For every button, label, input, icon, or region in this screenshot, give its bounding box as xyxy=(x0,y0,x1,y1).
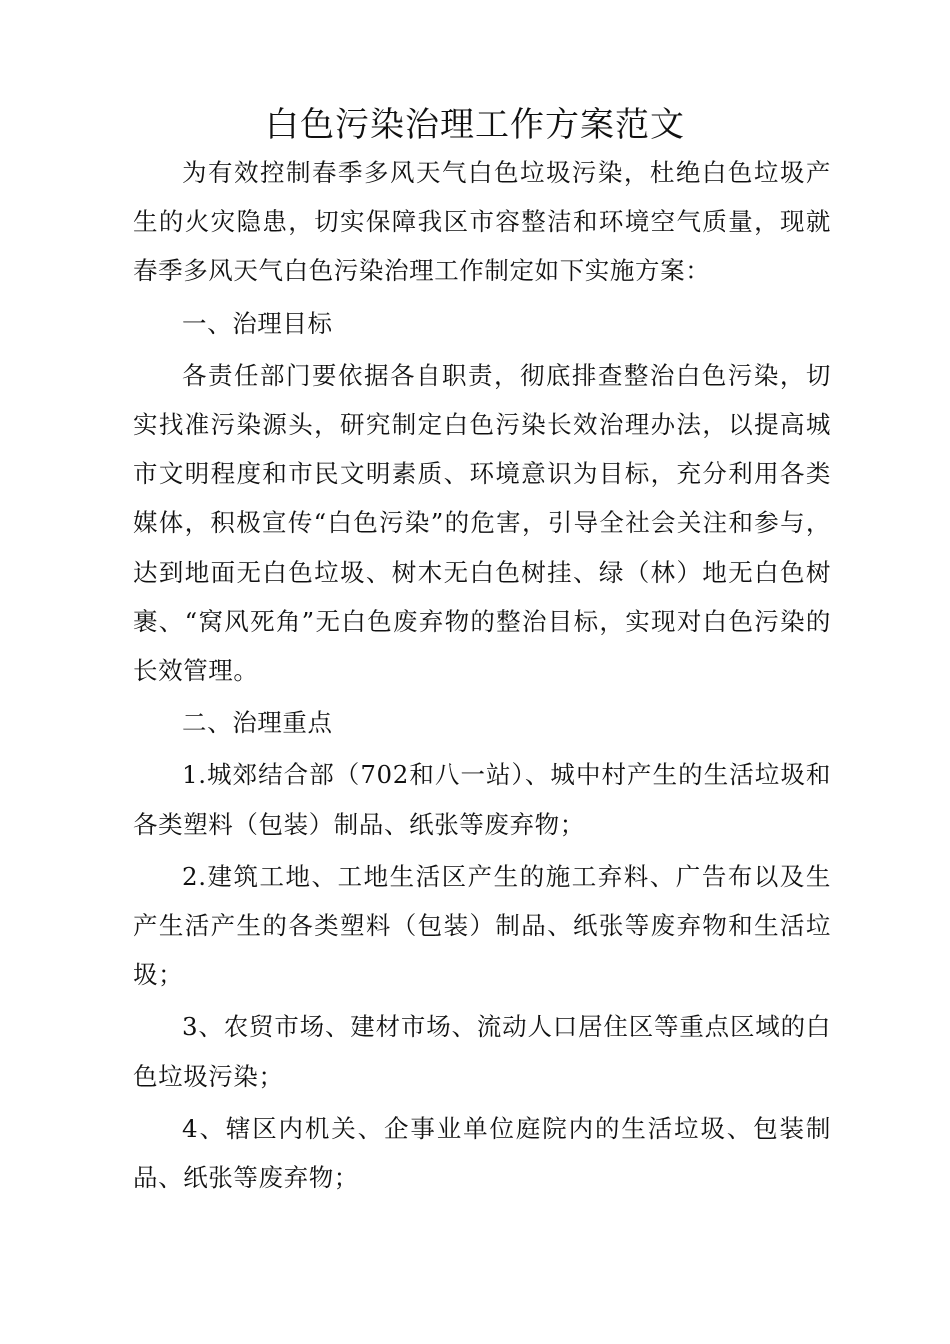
intro-paragraph: 为有效控制春季多风天气白色垃圾污染，杜绝白色垃圾产生的火灾隐患，切实保障我区市容整洁和环境空气质量，现就春季多风天气白色污染治理工作制定如下实施方案： xyxy=(133,158,831,286)
list-item-4: 4、辖区内机关、企事业单位庭院内的生活垃圾、包装制品、纸张等废弃物； xyxy=(133,1113,831,1193)
document-title: 白色污染治理工作方案范文 xyxy=(265,105,685,145)
document-body xyxy=(133,148,831,1202)
section-1-paragraph: 各责任部门要依据各自职责，彻底排查整治白色污染，切实找准污染源头，研究制定白色污染长效治理办法，以提高城市文明程度和市民文明素质、环境意识为目标，充分利用各类媒体，积极宣传“白色污染”的危害，引导全社会关注和参与，达到地面无白色垃圾、树木无白色树挂、绿（林）地无白色树裹、“窝风死角”无白色废弃物的整治目标，实现对白色污染的长效管理。 xyxy=(133,360,831,686)
section-2-heading: 二、治理重点 xyxy=(182,708,333,738)
list-item-3: 3、农贸市场、建材市场、流动人口居住区等重点区域的白色垃圾污染； xyxy=(133,1012,831,1091)
list-item-2: 2.建筑工地、工地生活区产生的施工弃料、广告布以及生产生活产生的各类塑料（包装）制品、纸张等废弃物和生活垃圾； xyxy=(133,861,831,990)
section-1-heading: 一、治理目标 xyxy=(182,308,333,338)
list-item-1: 1.城郊结合部（702和八一站）、城中村产生的生活垃圾和各类塑料（包装）制品、纸张等废弃物； xyxy=(133,760,831,839)
